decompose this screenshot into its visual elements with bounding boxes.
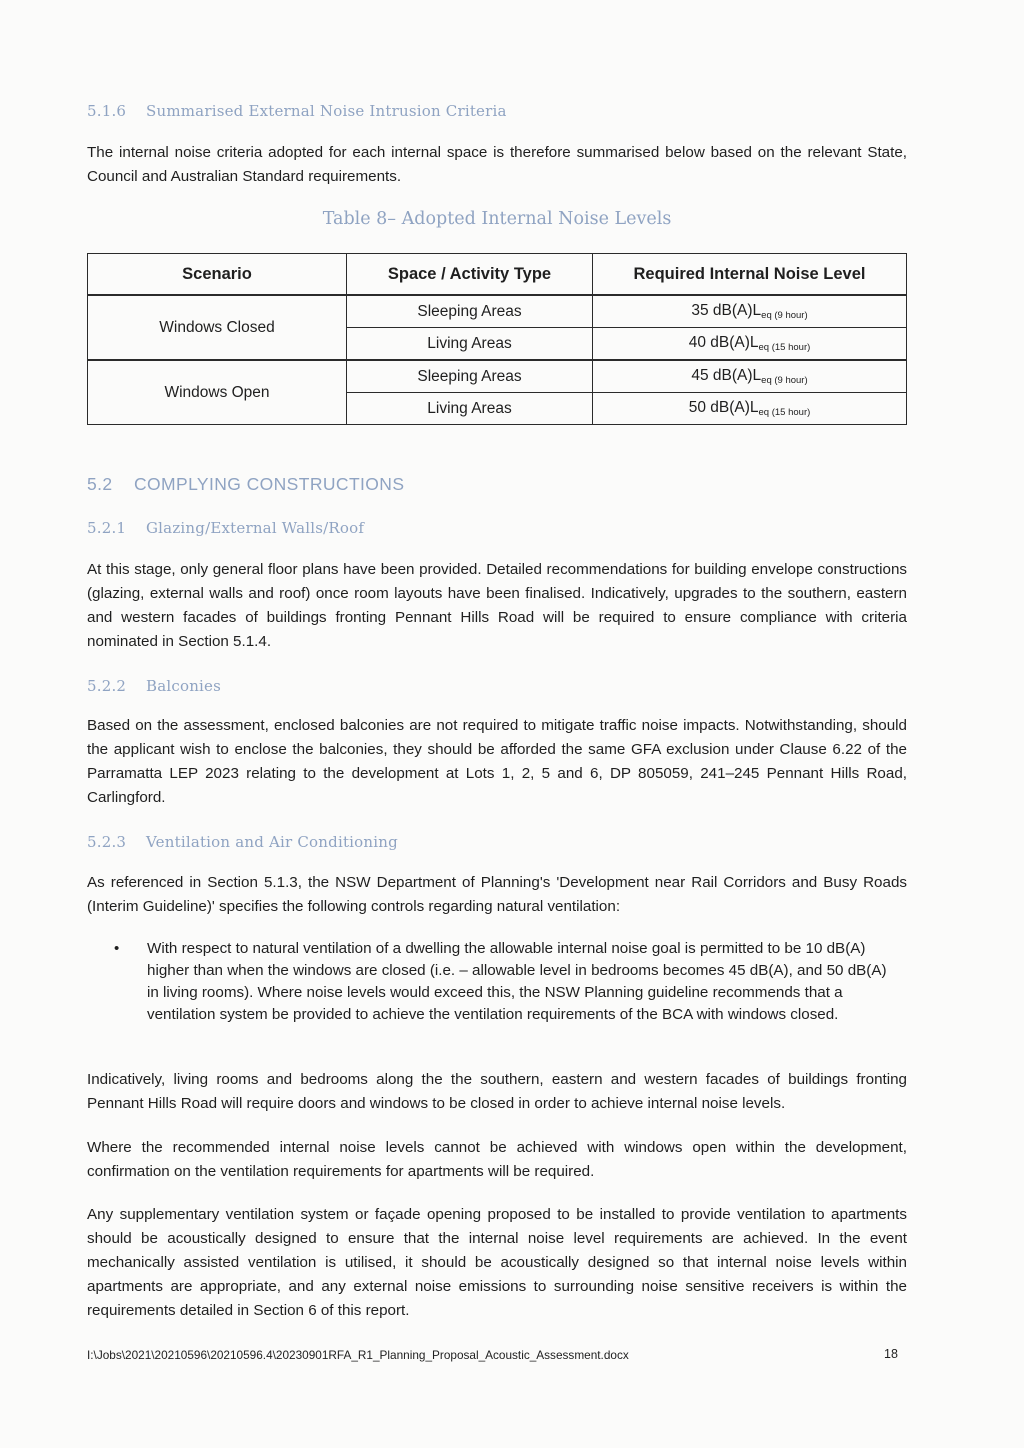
- level-subscript: eq (15 hour): [758, 407, 811, 418]
- level-value: 45 dB(A)L: [691, 367, 762, 384]
- paragraph-ventilation: As referenced in Section 5.1.3, the NSW Department of Planning's 'Development near Rail Corridors and Busy Roads (Interim Guideline)' specifies the following controls regarding natural ventilation:: [87, 874, 907, 915]
- paragraph-where: Where the recommended internal noise levels cannot be achieved with windows open within the development, confirmation on the ventilation requirements for apartments will be required.: [87, 1139, 907, 1180]
- level-value: 40 dB(A)L: [688, 334, 759, 351]
- paragraph-supplementary: Any supplementary ventilation system or façade opening proposed to be installed to provide ventilation to apartments should be acoustically designed to ensure that the internal noise level requirements are achieved. In the event mechanically assisted ventilation is utilised, it should be acoustically designed so that internal noise levels within apartments are appropriate, and any external noise emissions to surrounding noise sensitive receivers is within the requirements detailed in Section 6 of this report.: [87, 1206, 907, 1319]
- bullet-item: With respect to natural ventilation of a dwelling the allowable internal noise goal is permitted to be 10 dB(A) higher than when the windows are closed (i.e. – allowable level in bedrooms becomes 45 dB(A), and 50 dB(A) in living rooms). Where noise levels would exceed this, the NSW Planning guideline recommends that a ventilation system be provided to achieve the ventilation requirements of the BCA with windows closed.: [147, 940, 887, 1023]
- space-cell: Sleeping Areas: [347, 295, 593, 328]
- scenario-cell: Windows Closed: [88, 295, 347, 360]
- level-cell: [593, 295, 907, 328]
- section-number: 5.2.3: [87, 833, 127, 851]
- level-subscript: eq (15 hour): [758, 342, 811, 353]
- section-heading-5-2-3: [87, 833, 398, 851]
- section-title: COMPLYING CONSTRUCTIONS: [134, 474, 405, 494]
- section-title: Summarised External Noise Intrusion Criteria: [146, 102, 507, 120]
- section-heading-5-2: [87, 474, 404, 495]
- level-subscript: eq (9 hour): [761, 375, 808, 386]
- table-row: [88, 360, 907, 393]
- section-title: Ventilation and Air Conditioning: [146, 833, 398, 851]
- paragraph-balconies: Based on the assessment, enclosed balconies are not required to mitigate traffic noise impacts. Notwithstanding, should the applicant wish to enclose the balconies, they should be afforded the same GFA exclusion under Clause 6.22 of the Parramatta LEP 2023 relating to the development at Lots 1, 2, 5 and 6, DP 805059, 241–245 Pennant Hills Road, Carlingford.: [87, 717, 907, 806]
- section-number: 5.2: [87, 474, 113, 494]
- section-heading-5-2-1: [87, 519, 364, 537]
- level-cell: [593, 393, 907, 425]
- footer-page-number: 18: [884, 1347, 898, 1361]
- footer-file-path: I:\Jobs\2021\20210596\20210596.4\20230901RFA_R1_Planning_Proposal_Acoustic_Assessment.docx: [87, 1348, 629, 1362]
- section-number: 5.2.2: [87, 677, 127, 695]
- space-cell: Living Areas: [347, 393, 593, 425]
- level-cell: [593, 328, 907, 361]
- paragraph-glazing: At this stage, only general floor plans have been provided. Detailed recommendations for building envelope constructions (glazing, external walls and roof) once room layouts have been finalised. Indicatively, upgrades to the southern, eastern and western facades of buildings fronting Pennant Hills Road will be required to ensure compliance with criteria nominated in Section 5.1.4.: [87, 561, 907, 650]
- section-title: Glazing/External Walls/Roof: [146, 519, 365, 537]
- space-cell: Living Areas: [347, 328, 593, 361]
- space-cell: Sleeping Areas: [347, 360, 593, 393]
- bullet-point-icon: •: [114, 940, 120, 957]
- section-title: Balconies: [146, 677, 222, 695]
- level-value: 50 dB(A)L: [688, 399, 759, 416]
- header-required-level: Required Internal Noise Level: [593, 254, 907, 296]
- table-row: [88, 295, 907, 328]
- noise-levels-table: [87, 253, 907, 425]
- intro-paragraph: The internal noise criteria adopted for each internal space is therefore summarised below based on the relevant State, Council and Australian Standard requirements.: [87, 144, 907, 185]
- level-cell: [593, 360, 907, 393]
- section-number: 5.2.1: [87, 519, 127, 537]
- header-scenario: Scenario: [88, 254, 347, 296]
- paragraph-indicatively: Indicatively, living rooms and bedrooms along the the southern, eastern and western facades of buildings fronting Pennant Hills Road will require doors and windows to be closed in order to achieve internal noise levels.: [87, 1071, 907, 1112]
- section-heading-5-2-2: [87, 677, 221, 695]
- header-space-activity: Space / Activity Type: [347, 254, 593, 296]
- table-header-row: [88, 254, 907, 296]
- table-caption: Table 8– Adopted Internal Noise Levels: [322, 209, 672, 229]
- level-subscript: eq (9 hour): [761, 310, 808, 321]
- section-number: 5.1.6: [87, 102, 127, 120]
- section-heading-5-1-6: [87, 102, 507, 120]
- scenario-cell: Windows Open: [88, 360, 347, 425]
- level-value: 35 dB(A)L: [691, 302, 762, 319]
